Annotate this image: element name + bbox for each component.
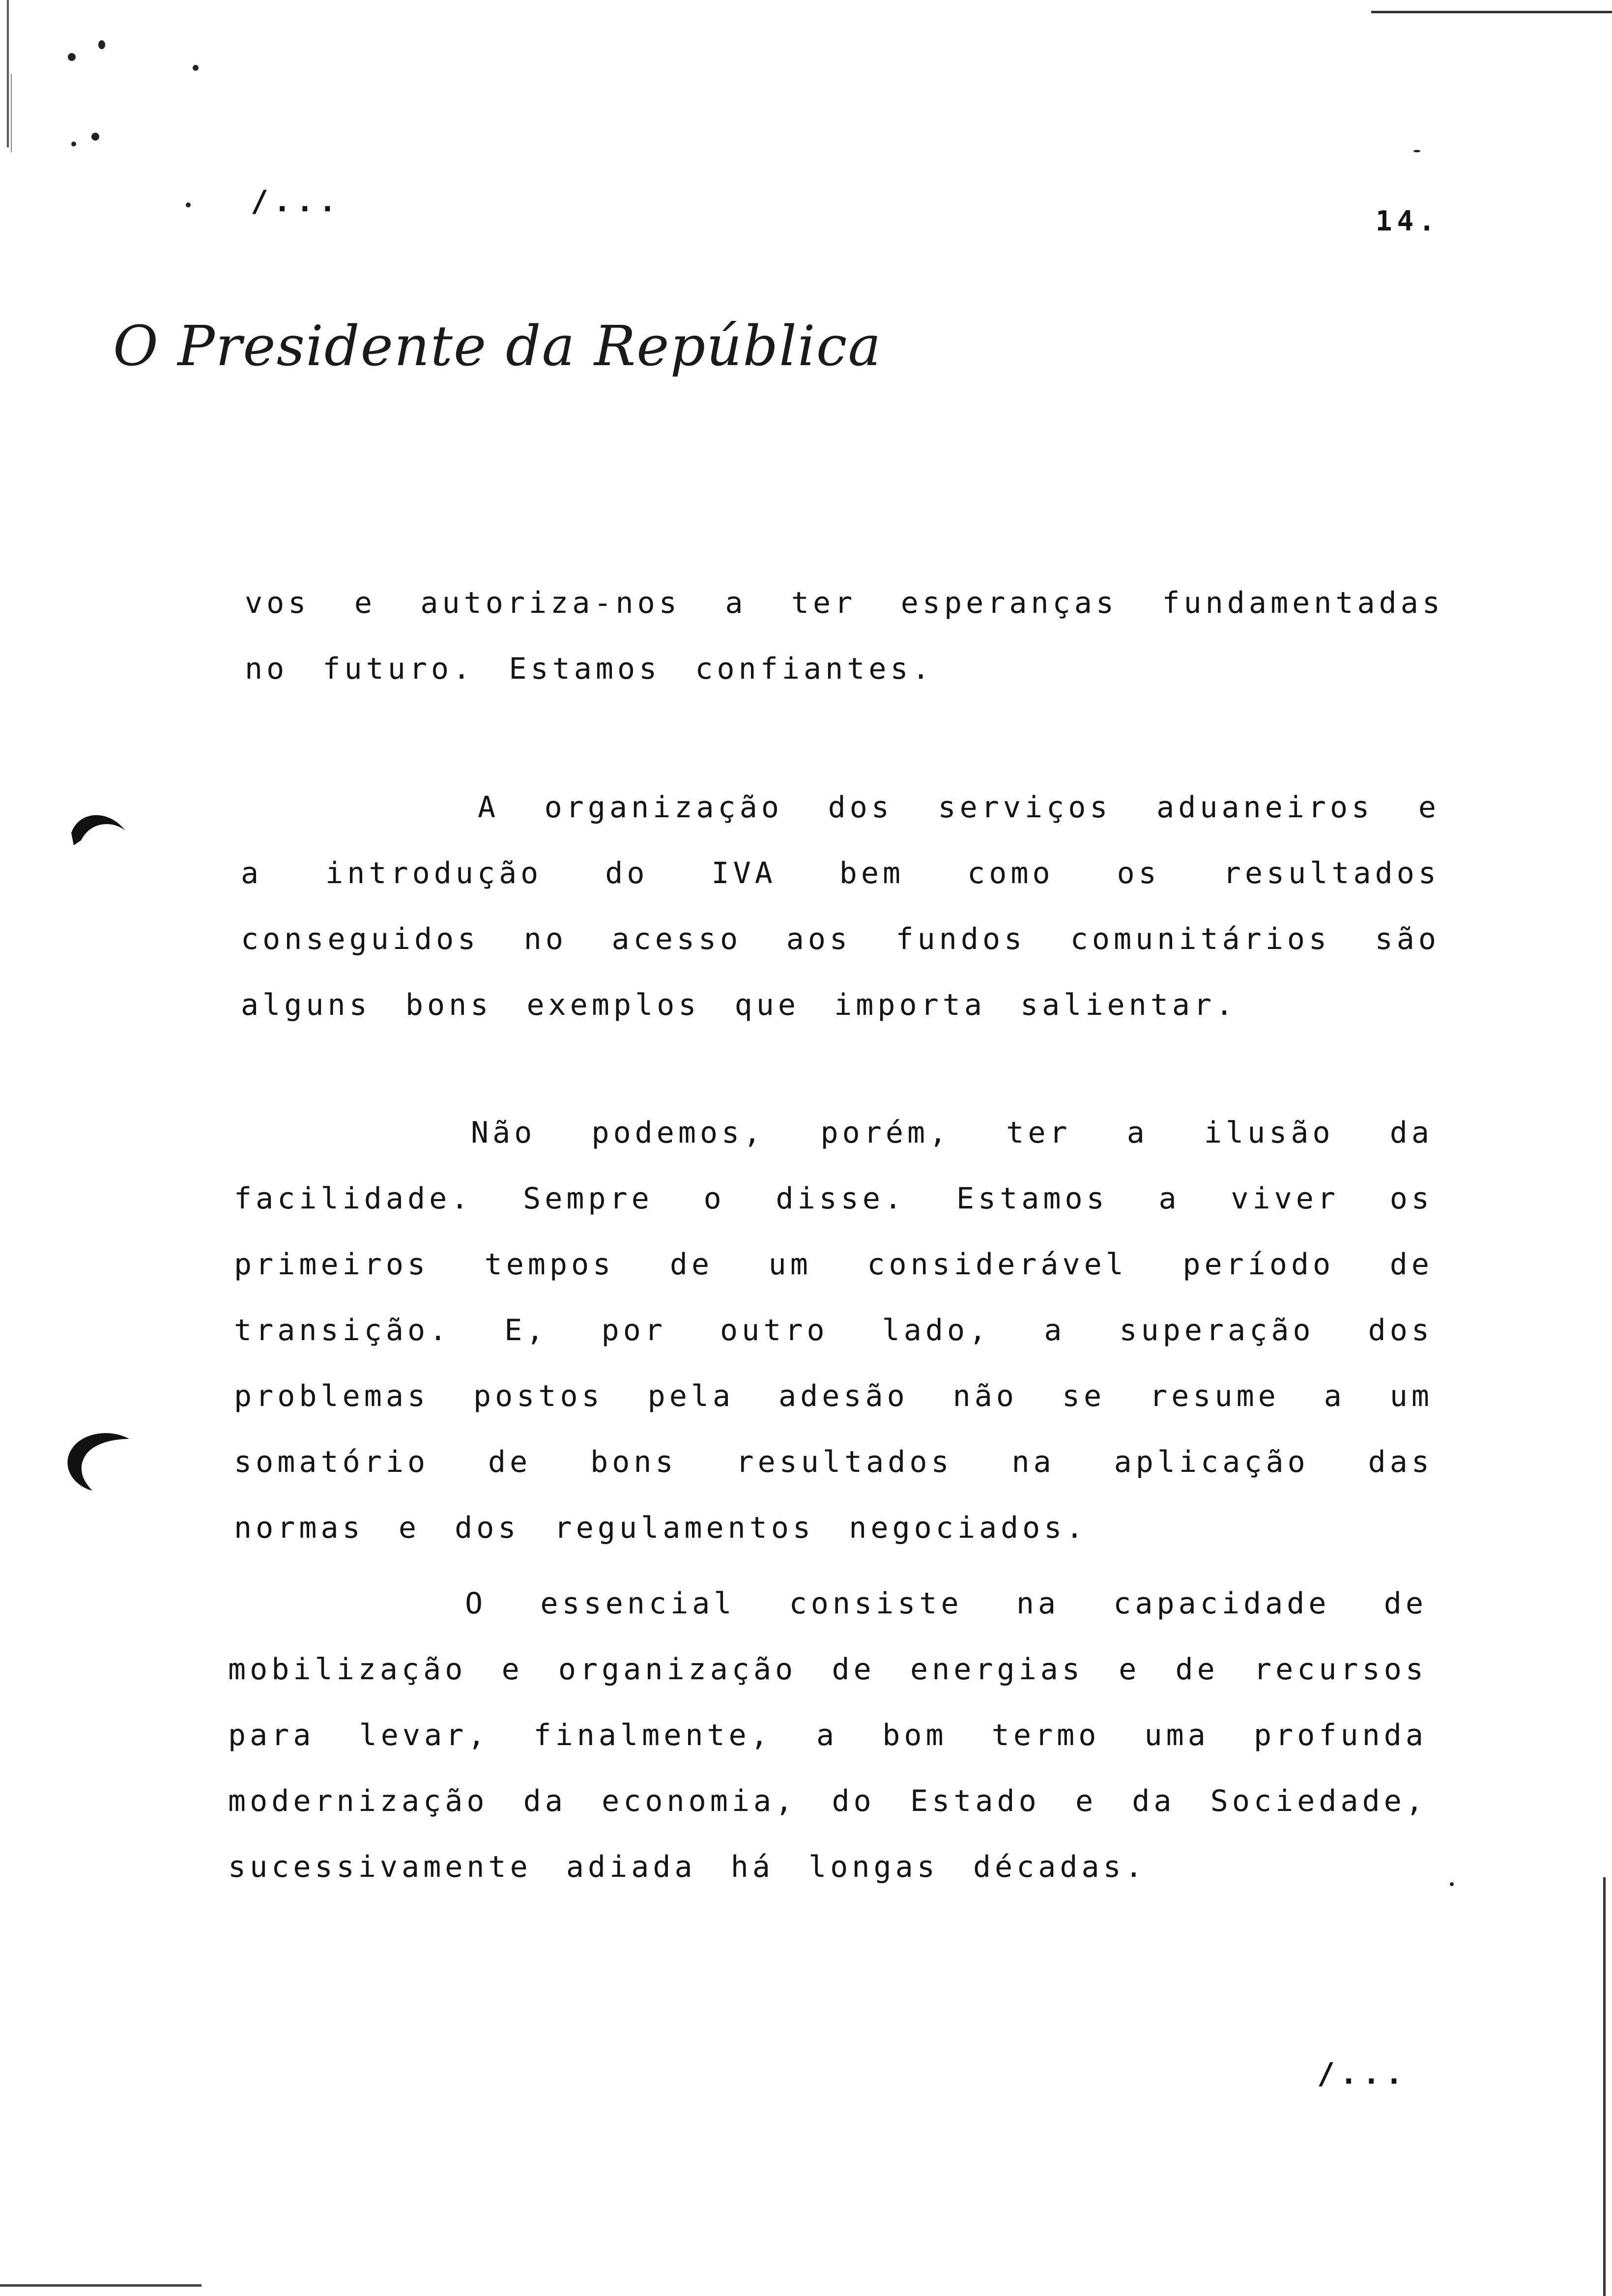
scan-speck (1413, 150, 1420, 152)
paragraph: A organização dos serviços aduaneiros e a introdução do IVA bem como os resultados conseguidos no acesso aos fundos comunitários são alguns bons exemplos que importa salientar. (241, 790, 1440, 1022)
punch-hole-shadow (69, 806, 128, 850)
scan-edge-right (1603, 1877, 1606, 2296)
scan-edge-bottom (0, 2284, 202, 2287)
scan-speck (71, 142, 76, 146)
paragraph: vos e autoriza-nos a ter esperanças fundamentadas no futuro. Estamos confiantes. (245, 586, 1444, 686)
letterhead-title: O Presidente da República (113, 315, 882, 378)
scan-speck (98, 40, 105, 49)
continuation-mark-bottom: /... (1317, 2057, 1408, 2091)
scan-speck (91, 133, 99, 141)
scan-edge-left (7, 0, 9, 147)
paragraph: Não podemos, porém, ter a ilusão da facilidade. Sempre o disse. Estamos a viver os primeiros tempos de um considerável período de transição. E, por outro lado, a superação dos problemas postos pela adesão não se resume a um somatório de bons resultados na aplicação das normas e dos regulamentos negociados. (234, 1116, 1433, 1545)
scan-edge-top (1371, 11, 1612, 13)
paragraph: O essencial consiste na capacidade de mobilização e organização de energias e de recursos para levar, finalmente, a bom termo uma profunda modernização da economia, do Estado e da Sociedade, sucessivamente adiada há longas décadas. (228, 1586, 1427, 1884)
page-number: 14. (1375, 205, 1440, 237)
punch-hole-shadow (63, 1429, 132, 1493)
scan-speck (186, 202, 191, 207)
scan-speck (68, 53, 76, 61)
scan-speck (193, 65, 199, 71)
scan-speck (1450, 1882, 1454, 1886)
scan-edge-left-inner (11, 74, 12, 152)
continuation-mark-top: /... (251, 184, 342, 219)
